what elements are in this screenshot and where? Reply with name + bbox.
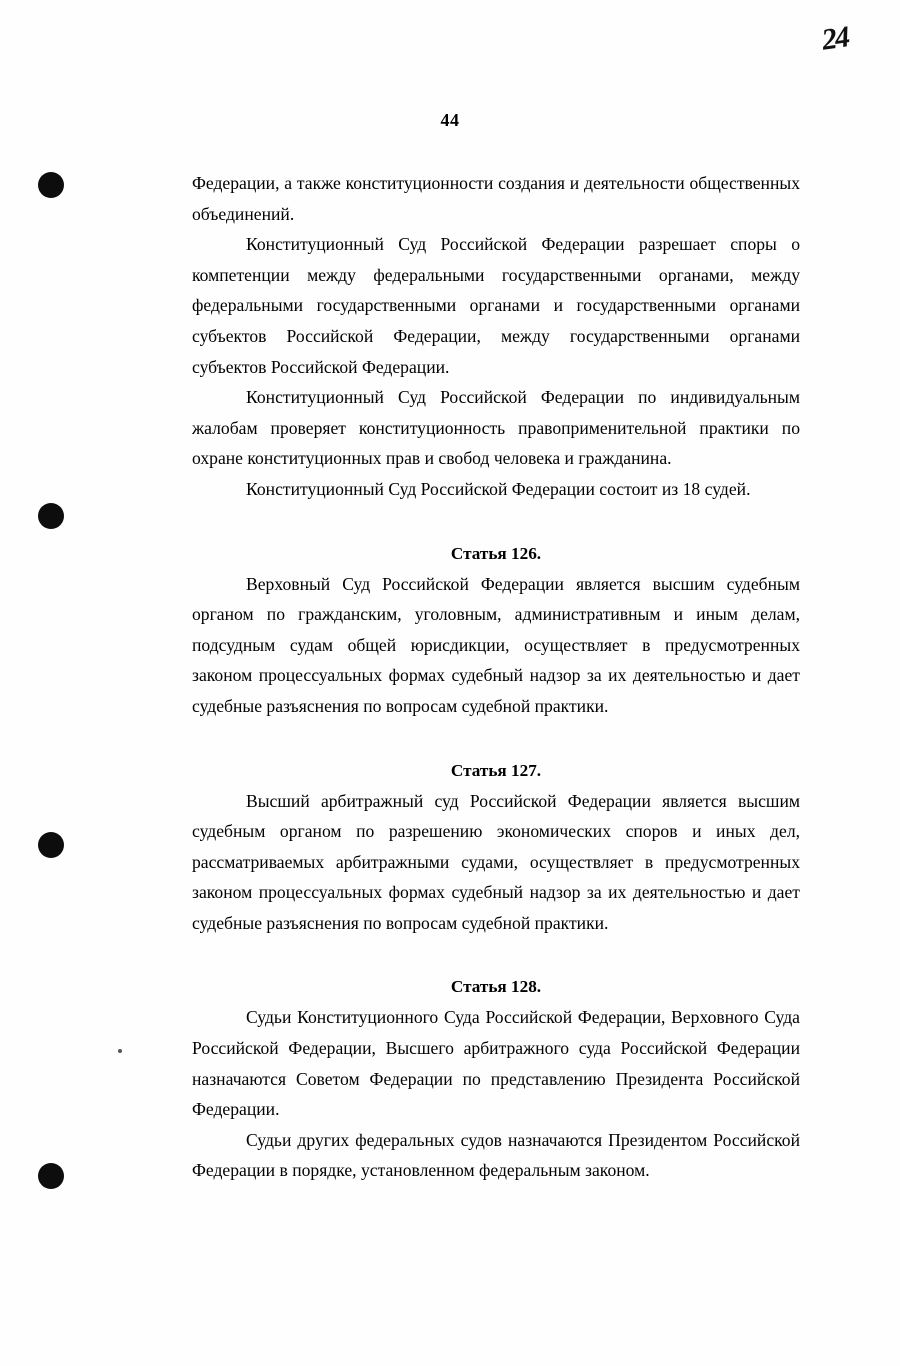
paragraph: Судьи других федеральных судов назначаются Президентом Российской Федерации в порядке, установленном федеральным законом. <box>192 1129 800 1181</box>
punch-hole-mark <box>38 172 64 198</box>
punch-hole-mark <box>38 1163 64 1189</box>
article-heading: Статья 128. <box>450 977 542 997</box>
handwritten-folio-number: 24 <box>819 20 851 57</box>
paragraph: Федерации, а также конституционности создания и деятельности общественных объединений. <box>192 173 800 224</box>
punch-hole-mark <box>38 503 64 529</box>
page-number: 44 <box>440 110 460 130</box>
punch-hole-mark <box>38 832 64 858</box>
paragraph: Конституционный Суд Российской Федерации состоит из 18 судей. <box>246 478 751 499</box>
paragraph: Конституционный Суд Российской Федерации по индивидуальным жалобам проверяет конституционность правоприменительной практики по охране конституционных прав и свобод человека и гражданина. <box>192 387 800 469</box>
article-heading: Статья 126. <box>450 543 542 563</box>
paragraph: Конституционный Суд Российской Федерации разрешает споры о компетенции между федеральными государственными органами, между федеральными государственными органами и государственными органами субъектов Российской Федерации, между государственными органами субъектов Российской Федерации. <box>192 234 800 377</box>
paragraph: Верховный Суд Российской Федерации является высшим судебным органом по гражданским, уголовным, административным и иным делам, подсудным судам общей юрисдикции, осуществляет в предусмотренных законом процессуальных формах судебный надзор за их деятельностью и дает судебные разъяснения по вопросам судебной практики. <box>192 573 800 716</box>
paragraph: Судьи Конституционного Суда Российской Федерации, Верховного Суда Российской Федерации, Высшего арбитражного суда Российской Федерации назначаются Советом Федерации по представлению Президента Российской Федерации. <box>192 1007 800 1120</box>
document-body <box>192 168 800 1186</box>
page-speck <box>118 1049 122 1053</box>
article-heading: Статья 127. <box>450 760 542 780</box>
paragraph: Высший арбитражный суд Российской Федерации является высшим судебным органом по разрешению экономических споров и иных дел, рассматриваемых арбитражными судами, осуществляет в предусмотренных законом процессуальных формах судебный надзор за их деятельностью и дает судебные разъяснения по вопросам судебной практики. <box>192 790 800 933</box>
